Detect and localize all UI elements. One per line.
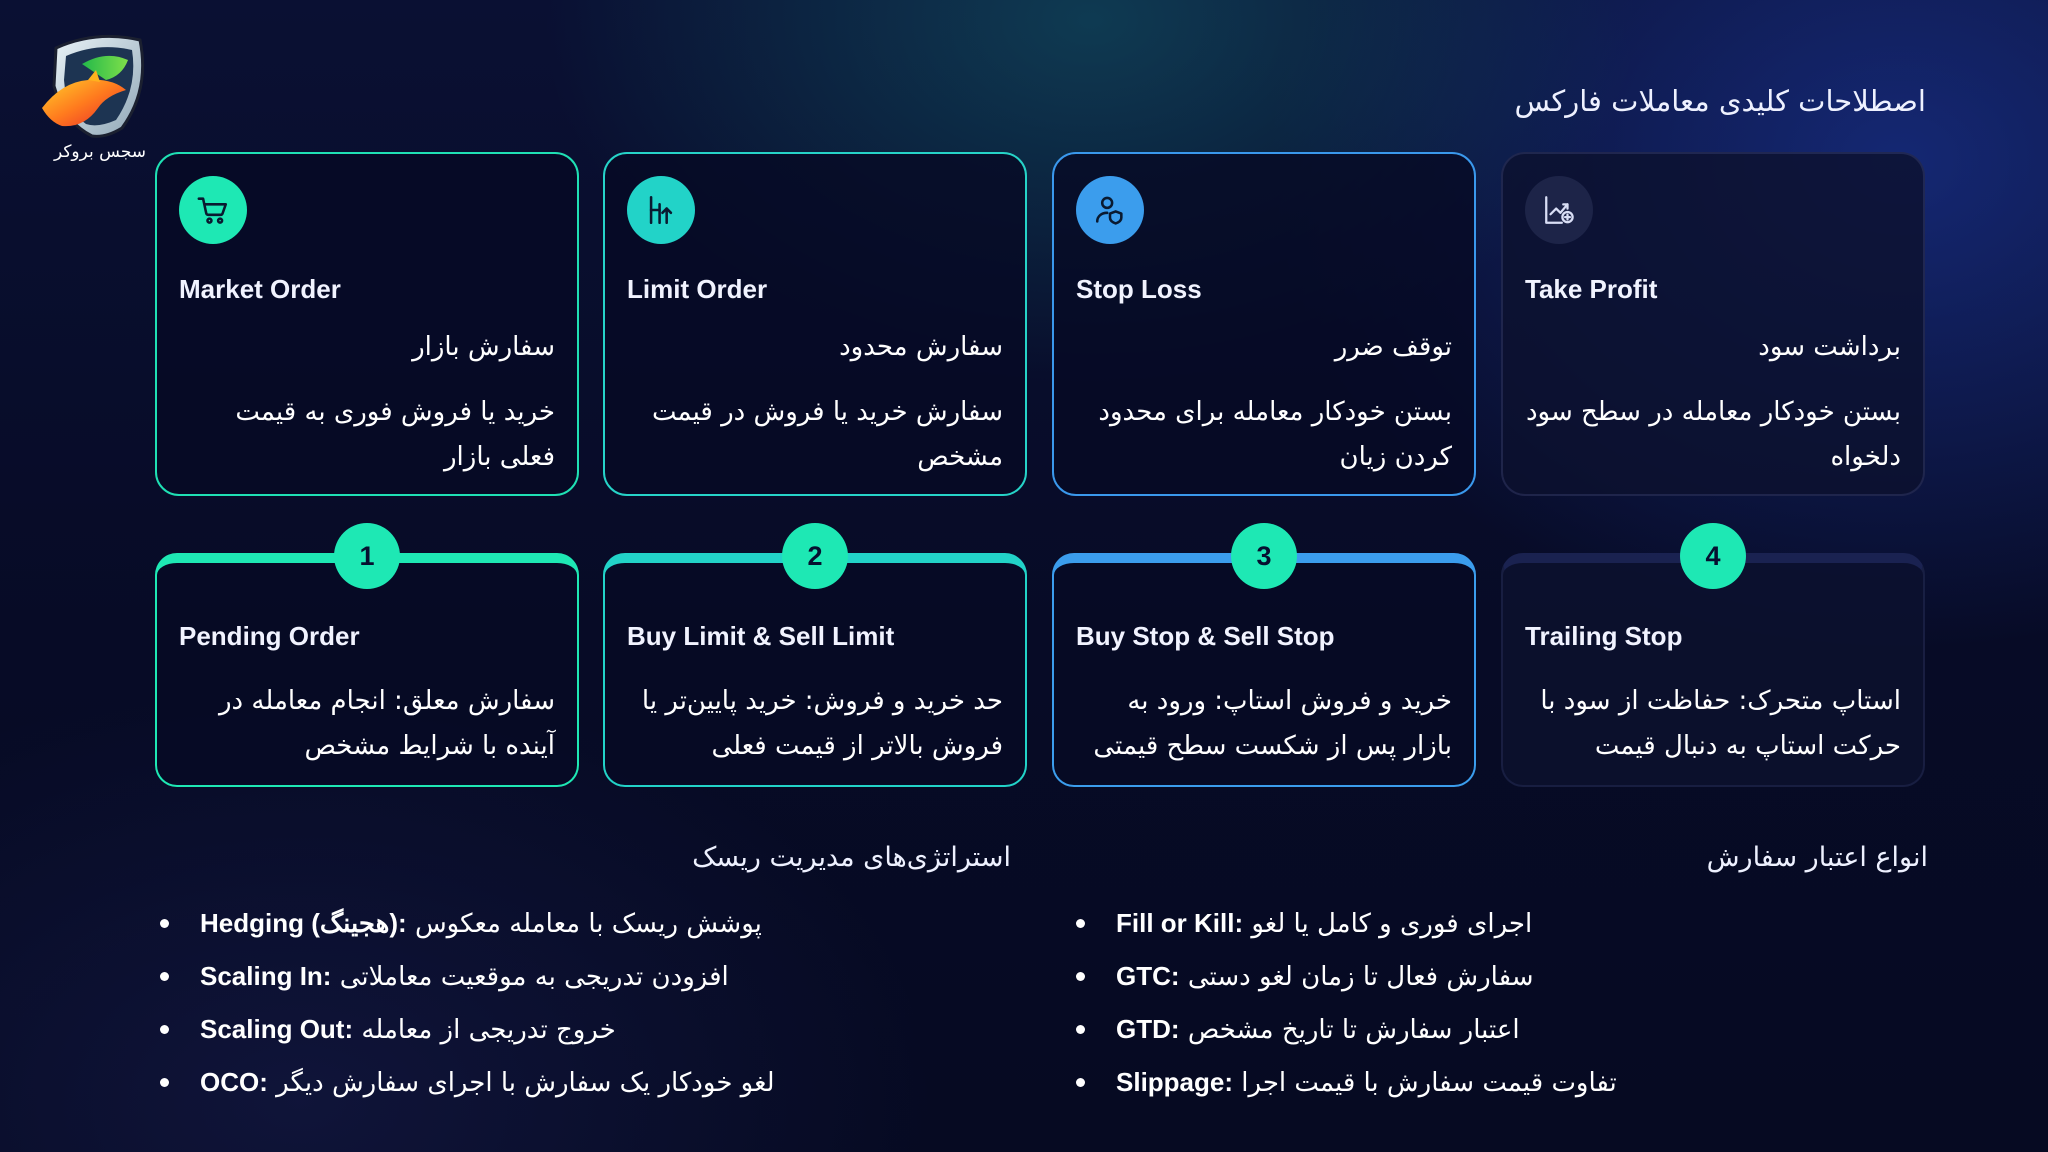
order-validity-list — [1072, 903, 1632, 1115]
card-title: Stop Loss — [1076, 274, 1202, 304]
card-description: خرید یا فروش فوری به قیمت فعلی بازار — [235, 397, 555, 472]
page-title: اصطلاحات کلیدی معاملات فارکس — [1514, 84, 1926, 118]
list-item-term: Scaling Out: — [200, 1014, 354, 1044]
list-item — [156, 956, 729, 1009]
chart-up-icon — [1525, 176, 1593, 244]
card-persian-title: سفارش محدود — [839, 332, 1003, 362]
list-item — [156, 1009, 716, 1062]
list-item — [1072, 956, 1632, 1009]
user-shield-icon — [1076, 176, 1144, 244]
card-title: Market Order — [179, 274, 341, 304]
list-item-text: خروج تدریجی از معامله — [361, 1015, 616, 1045]
list-item — [1072, 1062, 1632, 1115]
card-market-order — [155, 152, 579, 496]
brand-logo — [36, 30, 164, 170]
card-description: استاپ متحرک: حفاظت از سود با حرکت استاپ به دنبال قیمت — [1540, 686, 1901, 761]
list-item-term: GTD: — [1116, 1014, 1180, 1044]
card-persian-title: توقف ضرر — [1334, 332, 1452, 362]
risk-strategy-list — [156, 903, 775, 1115]
card-description: بستن خودکار معامله در سطح سود دلخواه — [1525, 397, 1901, 472]
list-item-term: Scaling In: — [200, 961, 332, 991]
step-number-badge: 2 — [782, 523, 848, 589]
list-item-term: Slippage: — [1116, 1067, 1234, 1097]
card-description: حد خرید و فروش: خرید پایین‌تر یا فروش بالاتر از قیمت فعلی — [641, 686, 1003, 761]
list-item — [156, 903, 762, 956]
card-title: Limit Order — [627, 274, 768, 304]
list-item — [1072, 1009, 1632, 1062]
card-take-profit — [1501, 152, 1925, 496]
step-number-badge: 3 — [1231, 523, 1297, 589]
list-item-term: OCO: — [200, 1067, 268, 1097]
card-title: Buy Limit & Sell Limit — [627, 621, 895, 651]
list-item-text: افزودن تدریجی به موقعیت معاملاتی — [339, 962, 729, 992]
list-item-text: اجرای فوری و کامل یا لغو — [1251, 909, 1533, 939]
shopping-cart-icon — [179, 176, 247, 244]
list-item-text: اعتبار سفارش تا تاریخ مشخص — [1187, 1015, 1520, 1045]
card-persian-title: سفارش بازار — [412, 332, 555, 362]
risk-section-heading: استراتژی‌های مدیریت ریسک — [692, 842, 1011, 873]
list-item-term: Hedging (هجینگ): — [200, 908, 407, 938]
price-arrow-icon — [627, 176, 695, 244]
card-stop-loss — [1052, 152, 1476, 496]
step-number-badge: 1 — [334, 523, 400, 589]
card-description: خرید و فروش استاپ: ورود به بازار پس از شکست سطح قیمتی — [1093, 686, 1452, 761]
list-item-term: Fill or Kill: — [1116, 908, 1244, 938]
card-description: سفارش معلق: انجام معامله در آینده با شرایط مشخص — [219, 686, 555, 761]
card-title: Take Profit — [1525, 274, 1658, 304]
brand-logo-text: سجس بروکر — [53, 142, 147, 162]
validity-section-heading: انواع اعتبار سفارش — [1706, 842, 1928, 873]
card-title: Trailing Stop — [1525, 621, 1683, 651]
card-description: بستن خودکار معامله برای محدود کردن زیان — [1098, 397, 1452, 472]
step-number-badge: 4 — [1680, 523, 1746, 589]
fox-shield-icon — [36, 30, 164, 142]
card-persian-title: برداشت سود — [1758, 332, 1901, 362]
list-item-text: سفارش فعال تا زمان لغو دستی — [1187, 962, 1534, 992]
list-item-text: لغو خودکار یک سفارش با اجرای سفارش دیگر — [276, 1068, 775, 1098]
list-item-term: GTC: — [1116, 961, 1180, 991]
list-item-text: تفاوت قیمت سفارش با قیمت اجرا — [1241, 1068, 1617, 1098]
card-description: سفارش خرید یا فروش در قیمت مشخص — [652, 397, 1003, 472]
list-item-text: پوشش ریسک با معامله معکوس — [414, 909, 762, 939]
card-title: Pending Order — [179, 621, 360, 651]
card-limit-order — [603, 152, 1027, 496]
list-item — [1072, 903, 1632, 956]
card-title: Buy Stop & Sell Stop — [1076, 621, 1335, 651]
list-item — [156, 1062, 775, 1115]
